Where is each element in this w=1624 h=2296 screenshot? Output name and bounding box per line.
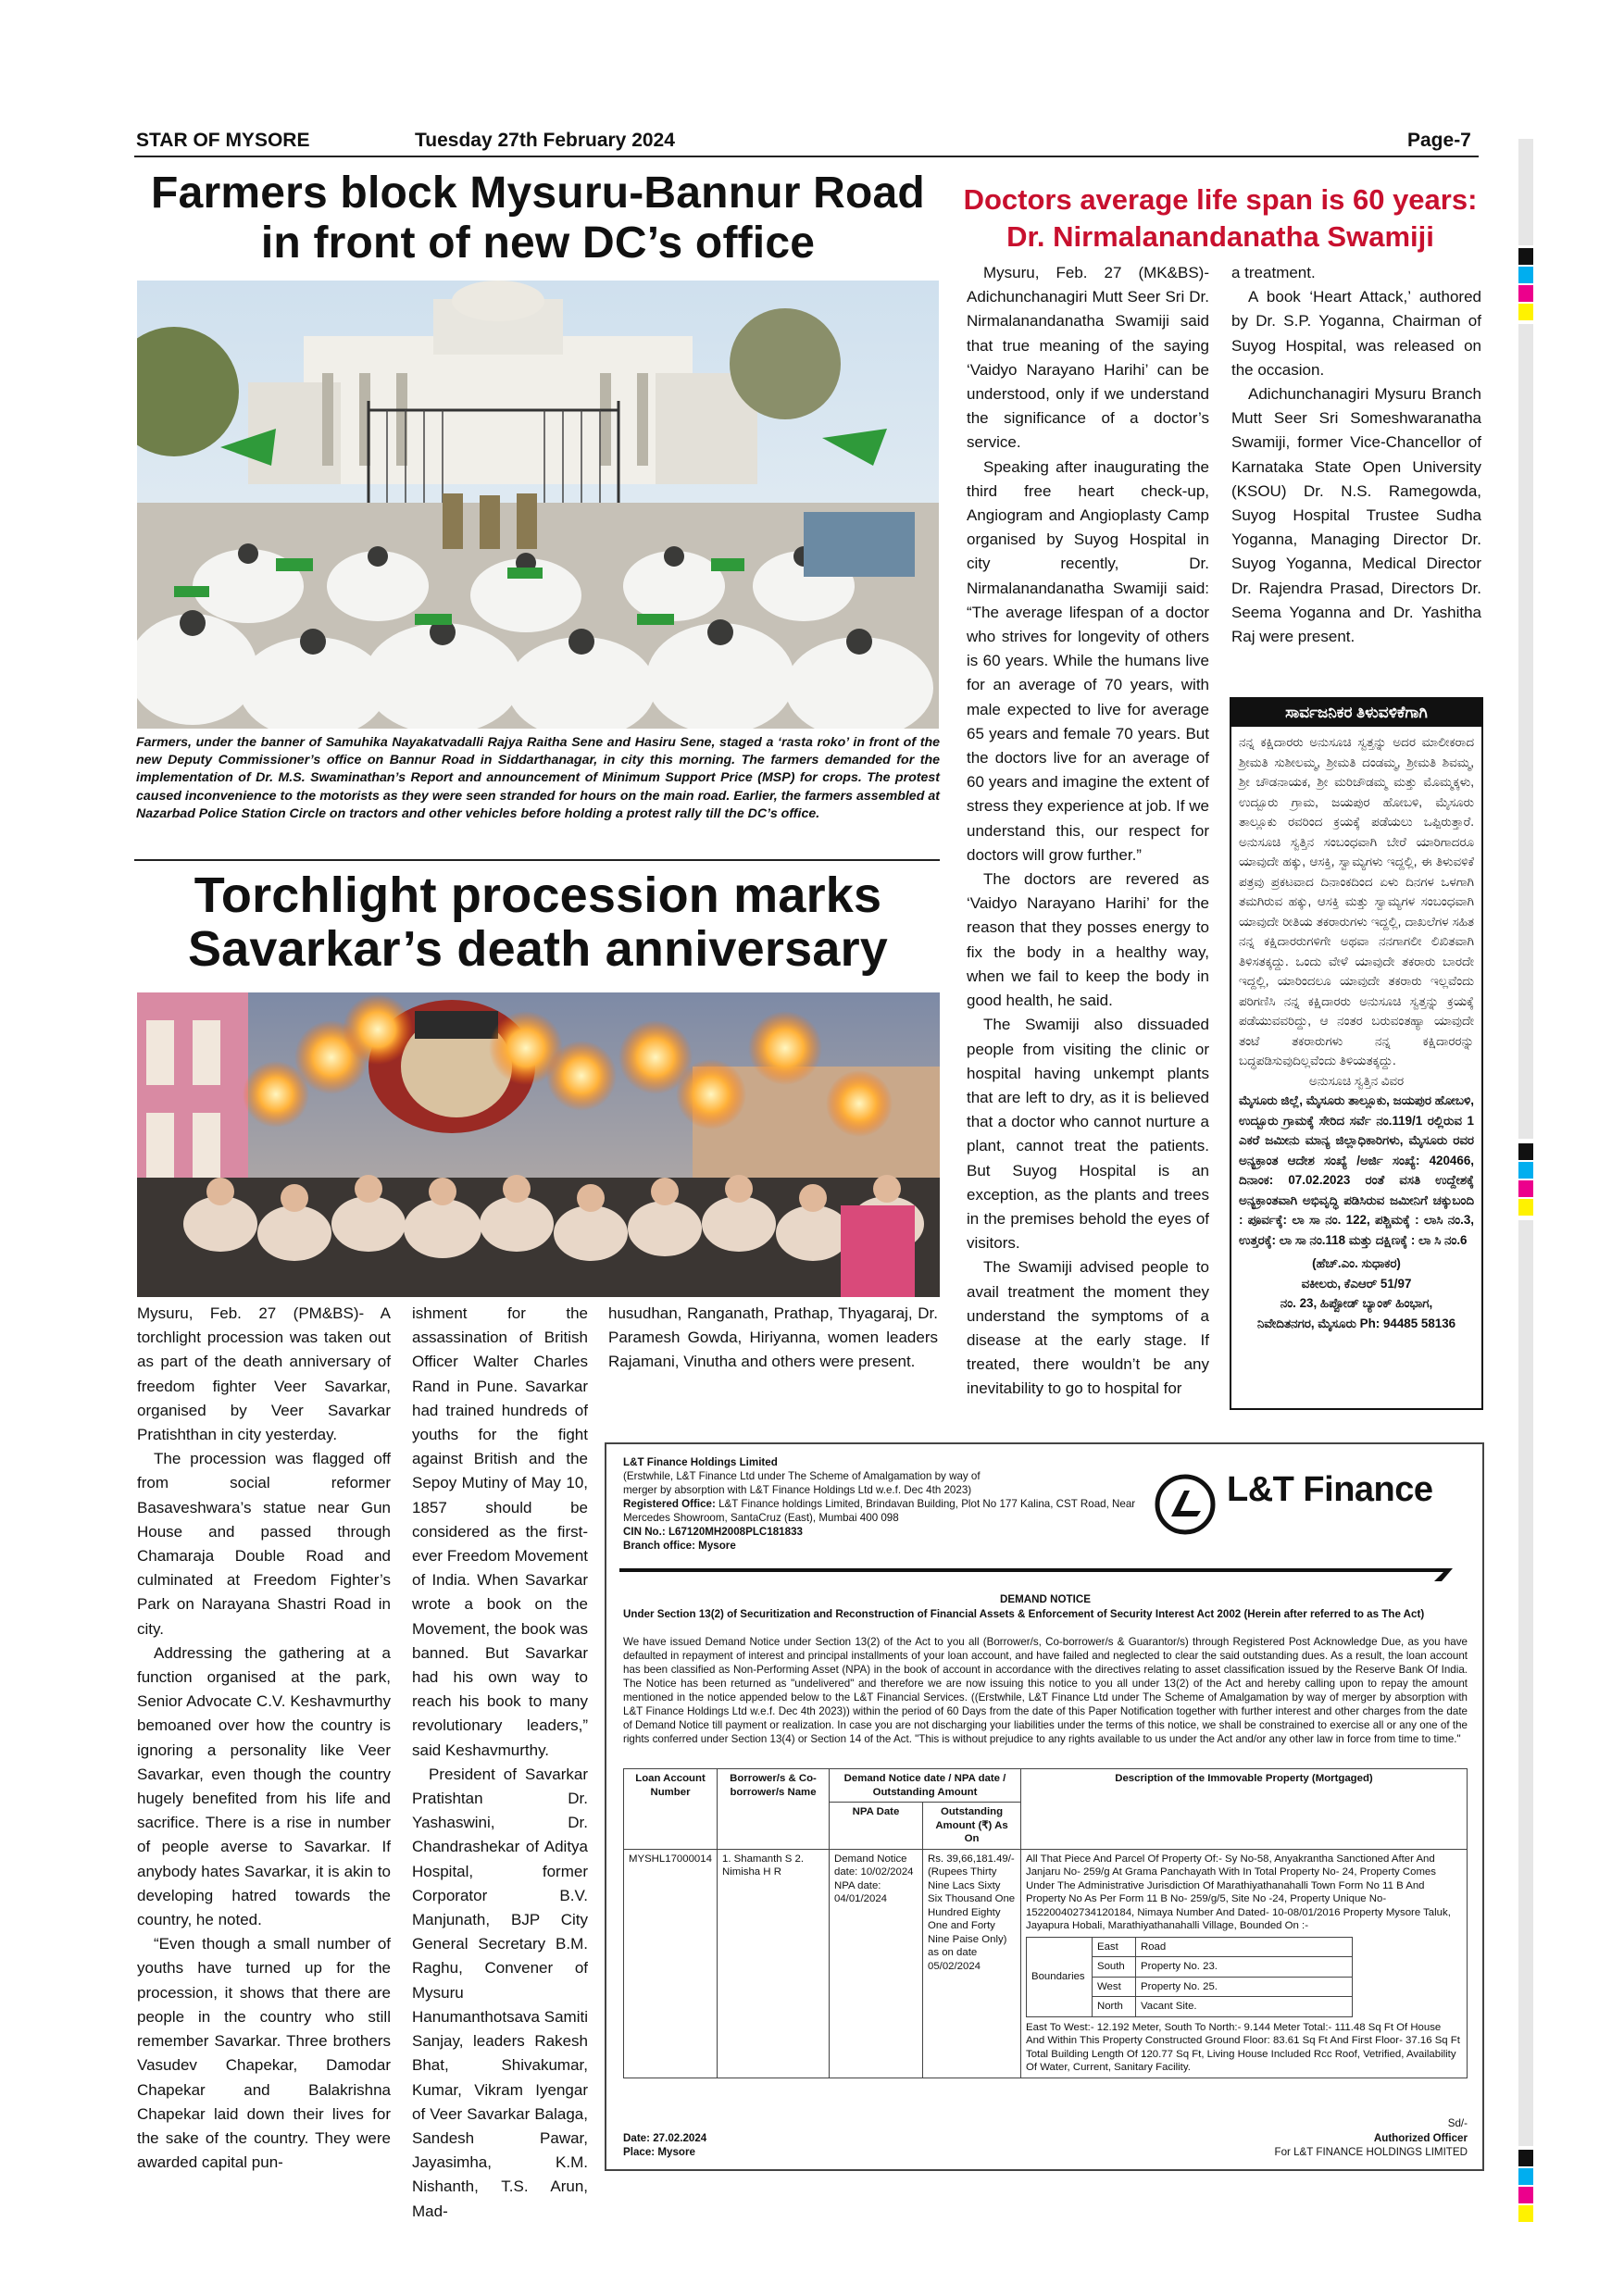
farmers-caption: Farmers, under the banner of Samuhika Nayakatvadalli Rajya Raitha Sene and Hasiru Sene, staged a ‘rasta roko’ in front of the new Deputy Commissioner’s office on Bannur Road in Siddarthanagar, in city this morning. The farmers demanded for the implementation of Dr. M.S. Swaminathan’s Report and announcement of Minimum Support Price (MSP) for crops. The protest caused inconvenience to the motorists as they were seen stranded for hours on the main road. Earlier, the farmers assembled at Nazarbad Police Station Circle on tractors and other vehicles before holding a protest rally till the DC’s office. <box>136 735 940 821</box>
ad-boundary-direction: South <box>1093 1957 1136 1978</box>
kannada-sign-address: ನಂ. 23, ಹಿಪ್ಪೋಡ್ ಬ್ಯಾಂಕ್ ಹಿಂಭಾಗ, <box>1280 1296 1433 1310</box>
torch-paragraph: husudhan, Ranganath, Prathap, Thyagaraj, Dr. Paramesh Gowda, Hiriyanna, women leaders Rajamani, Vinutha and others were present. <box>608 1304 938 1371</box>
torch-photo <box>137 992 940 1297</box>
farmers-headline <box>134 168 942 268</box>
registration-bar-yellow3 <box>1518 2205 1533 2222</box>
doctors-headline-line1: Doctors average life span is 60 years: <box>963 183 1478 216</box>
ad-th-outstanding: Outstanding Amount (₹) As On <box>923 1803 1021 1850</box>
doctors-paragraph: Adichunchanagiri Mysuru Branch Mutt Seer Sri Someshwaranatha Swamiji, former Vice-Chancellor of Karnataka State Open University (KSOU) Dr. N.S. Ramegowda, Suyog Hospital Trustee Sudha Yoganna, Managing Director Dr. Suyog Yoganna, Medical Director Dr. Rajendra Prasad, Directors Dr. Seema Yoganna and Dr. Yashitha Raj were present. <box>1231 385 1481 646</box>
kannada-notice-title: ಸಾರ್ವಜನಿಕರ ತಿಳುವಳಿಕೆಗಾಗಿ <box>1231 699 1481 727</box>
registration-bar-magenta2 <box>1518 1180 1533 1197</box>
ad-place: Place: Mysore <box>623 2146 695 2158</box>
torch-column-3 <box>608 1302 938 1375</box>
registration-bar-magenta <box>1518 285 1533 302</box>
ad-branch: Branch office: Mysore <box>623 1540 736 1552</box>
torch-column-1 <box>137 1302 391 2175</box>
ad-cin: CIN No.: L67120MH2008PLC181833 <box>623 1526 803 1538</box>
kannada-notice-body <box>1231 727 1481 1339</box>
lt-logo-icon <box>1153 1472 1218 1537</box>
page-number: Page-7 <box>1407 130 1471 151</box>
ad-th-loan: Loan Account Number <box>624 1769 718 1850</box>
issue-date: Tuesday 27th February 2024 <box>415 130 675 151</box>
doctors-paragraph: Mysuru, Feb. 27 (MK&BS)- Adichunchanagiri Mutt Seer Sri Dr. Nirmalanandanatha Swamiji said that true meaning of the saying ‘Vaidyo Narayano Harihi’ can be understood, only if we understand the significance of a doctor’s service. <box>967 264 1209 452</box>
farmers-photo-image <box>137 281 939 729</box>
kannada-schedule-text: ಮೈಸೂರು ಜಿಲ್ಲೆ, ಮೈಸೂರು ತಾಲ್ಲೂಕು, ಜಯಪುರ ಹೋಬಳಿ, ಉದ್ಬೂರು ಗ್ರಾಮಕ್ಕೆ ಸೇರಿದ ಸರ್ವೆ ನಂ.119/1 ರಲ್ಲಿರುವ 1 ಎಕರೆ ಜಮೀನು ಮಾನ್ಯ ಜಿಲ್ಲಾಧಿಕಾರಿಗಳು, ಮೈಸೂರು ರವರ ಅನ್ಯಕ್ರಾಂತ ಆದೇಶ ಸಂಖ್ಯೆ /ಅರ್ಜಿ ಸಂಖ್ಯೆ: 420466, ದಿನಾಂಕ: 07.02.2023 ರಂತೆ ವಸತಿ ಉದ್ದೇಶಕ್ಕೆ ಅನ್ಯಕ್ರಾಂತವಾಗಿ ಅಭಿವೃದ್ಧಿ ಪಡಿಸಿರುವ ಜಮೀನಿಗೆ ಚಕ್ಕುಬಂದಿ : ಪೂರ್ವಕ್ಕೆ: ಲಾ ಸಾ ನಂ. 122, ಪಶ್ಚಿಮಕ್ಕೆ : ಲಾಸಿ ನಂ.3, ಉತ್ತರಕ್ಕೆ: ಲಾ ಸಾ ನಂ.118 ಮತ್ತು ದಕ್ಷಿಣಕ್ಕೆ : ಲಾ ಸಿ ನಂ.6 <box>1239 1093 1474 1247</box>
registration-bar-black2 <box>1518 1143 1533 1160</box>
ad-company-name: L&T Finance Holdings Limited <box>623 1456 778 1468</box>
registration-bar-cyan2 <box>1518 1162 1533 1179</box>
lt-logo <box>1153 1472 1468 1537</box>
ad-erstwhile-line1: (Erstwhile, L&T Finance Ltd under The Scheme of Amalgamation by way of <box>623 1470 981 1482</box>
kannada-sign-designation: ವಕೀಲರು, ಕೆಎಆರ್ 51/97 <box>1301 1276 1412 1291</box>
ad-boundary-direction: West <box>1093 1977 1136 1997</box>
ad-authorized-officer: Authorized Officer <box>1373 2132 1468 2144</box>
torch-photo-image <box>137 992 940 1297</box>
torch-paragraph: ishment for the assassination of British Officer Walter Charles Rand in Pune. Savarkar had trained hundreds of youths for the fight against British and the Sepoy Mutiny of May 10, 1857 should be considered as the first-ever Freedom Movement of India. When Savarkar wrote a book on the Movement, the book was banned. But Savarkar had his own way to reach his book to many revolutionary leaders,” said Keshavmurthy. <box>412 1304 588 1759</box>
ad-npa-dates: Demand Notice date: 10/02/2024 NPA date: 04/01/2024 <box>830 1849 923 2078</box>
registration-bar-yellow2 <box>1518 1199 1533 1216</box>
ad-notice-body: We have issued Demand Notice under Section 13(2) of the Act to you all (Borrower/s, Co-borrower/s & Guarantor/s) through Registered Post Acknowledge Due, as you have defaulted in repayment of interest and principal installments of your loan account, and have failed and neglected to clear the said outstanding dues. As a result, the loan account has been classified as Non-Performing Asset (NPA) in the book of account in accordance with the directives relating to asset classification issued by the Reserve Bank Of India. The Notice has been returned as "undelivered" and therefore we are now issuing this notice to you all under 13(2) of the Act and hereby calling upon to repay the amount mentioned in the notice appended below to the L&T Financial Services. ((Erstwhile, L&T Finance Ltd under The Scheme of Amalgamation by way of merger by absorption with L&T Finance Holdings Ltd w.e.f. Dec 4th 2023)) within the period of 60 Days from the date of this Paper Notification together with further interest and other charges from the date of Demand Notice till payment or realization. In case you are not discharging your liabilities under the terms of this notice, we shall be constrained to exercise all or any one of the rights conferred under Section 13(4) or Section 14 of the Act. "This is without prejudice to any rights available to us under the Act and/or any other law in force from time to time." <box>623 1636 1468 1745</box>
torch-headline-line2: Savarkar’s death anniversary <box>187 921 889 977</box>
torch-headline <box>134 868 942 976</box>
registration-bar-black <box>1518 248 1533 265</box>
farmers-headline-line1: Farmers block Mysuru-Bannur Road <box>151 168 925 218</box>
doctors-paragraph: A book ‘Heart Attack,’ authored by Dr. S.P. Yoganna, Chairman of Suyog Hospital, was released on the occasion. <box>1231 288 1481 379</box>
torch-paragraph: The procession was flagged off from social reformer Basaveshwara’s statue near Gun House and passed through Chamaraja Double Road and culminated at Freedom Fighter’s Park on Narayana Shastri Road in city. <box>137 1450 391 1638</box>
torch-headline-line1: Torchlight procession marks <box>194 867 882 923</box>
registration-bar-grey3 <box>1518 1220 1533 2146</box>
paper-name: STAR OF MYSORE <box>136 130 310 151</box>
torch-paragraph: President of Savarkar Pratishtan Dr. Yashaswini, Dr. Chandrashekar of Aditya Hospital, former Corporator B.V. Manjunath, BJP City General Secretary B.M. Raghu, Convener of Mysuru Hanumanthotsava Samiti Sanjay, leaders Rakesh Bhat, Shivakumar, Kumar, Vikram Iyengar of Veer Savarkar Balaga, Sandesh Pawar, Jayasimha, K.M. Nishanth, T.S. Arun, Mad- <box>412 1765 588 2220</box>
ad-boundaries-table <box>1026 1937 1353 2017</box>
registration-bar-grey <box>1518 139 1533 245</box>
registration-bar-cyan <box>1518 267 1533 283</box>
ad-outstanding-amount: Rs. 39,66,181.49/- (Rupees Thirty Nine Lacs Sixty Six Thousand One Hundred Eighty One and Forty Nine Paise Only) as on date 05/02/2024 <box>923 1849 1021 2078</box>
kannada-public-notice <box>1230 697 1483 1410</box>
registration-bar-grey2 <box>1518 324 1533 1139</box>
doctors-headline <box>952 181 1489 256</box>
torch-paragraph: Mysuru, Feb. 27 (PM&BS)- A torchlight procession was taken out as part of the death anniversary of freedom fighter Veer Savarkar, organised by Veer Savarkar Pratishthan in city yesterday. <box>137 1304 391 1444</box>
registration-bar-cyan3 <box>1518 2168 1533 2185</box>
ad-th-demand: Demand Notice date / NPA date / Outstanding Amount <box>830 1769 1021 1803</box>
ad-registered-text: L&T Finance holdings Limited, Brindavan Building, Plot No 177 Kalina, CST Road, Near Mercedes Showroom, SantaCruz (East), Mumbai 400 098 <box>623 1498 1136 1524</box>
doctors-paragraph: a treatment. <box>1231 264 1316 281</box>
registration-bar-yellow <box>1518 304 1533 320</box>
doctors-column-1 <box>967 261 1209 1402</box>
ad-th-borrower: Borrower/s & Co-borrower/s Name <box>718 1769 830 1850</box>
ad-table-row <box>624 1849 1468 2078</box>
ad-divider-swoosh <box>619 1565 1480 1583</box>
ad-th-description: Description of the Immovable Property (Mortgaged) <box>1021 1769 1468 1850</box>
ad-property-text: All That Piece And Parcel Of Property Of:- Sy No-58, Anyakrantha Sanctioned After And Janjaru No- 259/g At Grama Panchayath With In Total Property No- 24, Property Comes Under The Administrative Jurisdiction Of Marathiyathanahalli Town Form No 11 B And Property No As Per Form 11 B No- 259/g/5, Site No -24, Property Unique No- 152200402734120184, Nimaya Number And Dated- 10-08/01/2016 Property Mysore Taluk, Jayapura Hobali, Marathiyathanahalli Village, Bounded On :- <box>1026 1853 1451 1931</box>
torch-paragraph: “Even though a small number of youths have turned up for the procession, it shows that there are people in the country who still remember Savarkar. Three brothers Vasudev Chapekar, Damodar Chapekar and Balakrishna Chapekar laid down their lives for the sake of the country. They were awarded capital pun- <box>137 1935 391 2172</box>
ad-th-npa: NPA Date <box>830 1803 923 1850</box>
torch-paragraph: Addressing the gathering at a function organised at the park, Senior Advocate C.V. Keshavmurthy bemoaned over how the country is ignoring a personality like Veer Savarkar, even though the country hugely benefited from his life and sacrifice. There is a rise in number of people averse to Savarkar. If anybody hates Savarkar, it is akin to developing hatred towards the country, he noted. <box>137 1643 391 1929</box>
ad-boundary-value: Property No. 23. <box>1136 1957 1353 1978</box>
torch-column-2 <box>412 1302 588 2224</box>
ad-table-wrap <box>623 1768 1468 2078</box>
ad-for-company: For L&T FINANCE HOLDINGS LIMITED <box>1274 2146 1468 2158</box>
kannada-schedule-title: ಅನುಸೂಚಿ ಸ್ವತ್ತಿನ ವಿವರ <box>1308 1073 1405 1088</box>
kannada-sign-name: (ಹೆಚ್.ಎಂ. ಸುಧಾಕರ) <box>1312 1256 1401 1270</box>
ad-property-measurements: East To West:- 12.192 Meter, South To North:- 9.144 Meter Total:- 111.48 Sq Ft Of House And Within This Property Constructed Ground Floor: 83.61 Sq Ft And First Floor- 37.16 Sq Ft Total Building Length Of 120.77 Sq Ft, Living House Included Rcc Roof, Vetrified, Availability Of Water, Current, Sanitary Facility. <box>1026 2021 1460 2073</box>
ad-demand-table <box>623 1768 1468 2078</box>
ad-boundary-value: Vacant Site. <box>1136 1997 1353 2017</box>
lt-finance-demand-notice-ad <box>605 1442 1484 2171</box>
registration-bar-magenta3 <box>1518 2187 1533 2203</box>
doctors-paragraph: The doctors are revered as ‘Vaidyo Narayano Harihi’ for the reason that they posses energy to fix the body in a healthy way, when we fail to keep the body in good health, he said. <box>967 870 1209 1010</box>
doctors-paragraph: The Swamiji advised people to avail treatment the moment they understand the symptoms of a disease at the early stage. If treated, there wouldn’t be any inevitability to go to hospital for <box>967 1258 1209 1398</box>
ad-erstwhile-line2: merger by absorption with L&T Finance Holdings Ltd w.e.f. Dec 4th 2023) <box>623 1484 972 1496</box>
doctors-paragraph: The Swamiji also dissuaded people from visiting the clinic or hospital having unkempt plants that are left to dry, as it is believed that a doctor who cannot nurture a plant, cannot treat the patients. But Suyog Hospital is an exception, as the plants and trees in the premises behold the eyes of visitors. <box>967 1016 1209 1253</box>
ad-notice-subtitle: Under Section 13(2) of Securitization and Reconstruction of Financial Assets & Enforcement of Security Interest Act 2002 (Herein after referred to as The Act) <box>623 1608 1425 1620</box>
kannada-notice-text: ನನ್ನ ಕಕ್ಷಿದಾರರು ಅನುಸೂಚಿ ಸ್ವತ್ತನ್ನು ಅದರ ಮಾಲೀಕರಾದ ಶ್ರೀಮತಿ ಸುಶೀಲಮ್ಮ, ಶ್ರೀಮತಿ ದಂಡಮ್ಮ, ಶ್ರೀಮತಿ ಶಿವಮ್ಮ, ಶ್ರೀ ಚೌಡನಾಯಕ, ಶ್ರೀ ಮರಿಚೌಡಮ್ಮ ಮತ್ತು ಮೊಮ್ಮಕ್ಕಳು, ಉದ್ಬೂರು ಗ್ರಾಮ, ಜಯಪುರ ಹೋಬಳಿ, ಮೈಸೂರು ತಾಲ್ಲೂಕು ರವರಿಂದ ಕ್ರಯಕ್ಕೆ ಪಡೆಯಲು ಒಪ್ಪಿರುತ್ತಾರೆ. ಅನುಸೂಚಿ ಸ್ವತ್ತಿನ ಸಂಬಂಧವಾಗಿ ಬೇರೆ ಯಾರಿಗಾದರೂ ಯಾವುದೇ ಹಕ್ಕು, ಆಸಕ್ತಿ, ಸ್ವಾಮ್ಯಗಳು ಇದ್ದಲ್ಲಿ, ಈ ತಿಳುವಳಿಕೆ ಪತ್ರವು ಪ್ರಕಟವಾದ ದಿನಾಂಕದಿಂದ ಏಳು ದಿನಗಳ ಒಳಗಾಗಿ ತಮಗಿರುವ ಹಕ್ಕು, ಆಸಕ್ತಿ ಮತ್ತು ಸ್ವಾಮ್ಯಗಳ ಸಂಬಂಧವಾಗಿ ಯಾವುದೇ ರೀತಿಯ ತಕರಾರುಗಳು ಇದ್ದಲ್ಲಿ, ದಾಖಲೆಗಳ ಸಹಿತ ನನ್ನ ಕಕ್ಷಿದಾರರುಗಳಿಗೇ ಅಥವಾ ನನಗಾಗಲೀ ಲಿಖಿತವಾಗಿ ತಿಳಿಸತಕ್ಕದ್ದು. ಒಂದು ವೇಳೆ ಯಾವುದೇ ತಕರಾರು ಬಾರದೇ ಇದ್ದಲ್ಲಿ, ಯಾರಿಂದಲೂ ಯಾವುದೇ ತಕರಾರು ಇಲ್ಲವೆಂದು ಪರಿಗಣಿಸಿ ನನ್ನ ಕಕ್ಷಿದಾರರು ಅನುಸೂಚಿ ಸ್ವತ್ತನ್ನು ಕ್ರಯಕ್ಕೆ ಪಡೆಯುವವರಿದ್ದು, ಆ ನಂತರ ಬರುವಂತಹ್ಯಾ ಯಾವುದೇ ತಂಟೆ ತಕರಾರುಗಳು ನನ್ನ ಕಕ್ಷಿದಾರರನ್ನು ಬದ್ಧಪಡಿಸುವುದಿಲ್ಲವೆಂದು ತಿಳಿಯತಕ್ಕದ್ದು. <box>1239 735 1474 1067</box>
ad-boundary-value: Road <box>1136 1937 1353 1957</box>
ad-loan-number: MYSHL17000014 <box>624 1849 718 2078</box>
ad-boundary-direction: East <box>1093 1937 1136 1957</box>
ad-company-block <box>623 1455 1142 1553</box>
lt-logo-text: L&T Finance <box>1227 1470 1433 1509</box>
ad-boundaries-label: Boundaries <box>1027 1937 1093 2016</box>
ad-property-description <box>1021 1849 1468 2078</box>
registration-bar-black3 <box>1518 2150 1533 2166</box>
doctors-column-2 <box>1231 261 1481 649</box>
ad-borrowers: 1. Shamanth S 2. Nimisha H R <box>718 1849 830 2078</box>
doctors-paragraph: Speaking after inaugurating the third free heart check-up, Angiogram and Angioplasty Camp organised by Suyog Hospital in city recently, Dr. Nirmalanandanatha Swamiji said: “The average lifespan of a doctor who strives for longevity of others is 60 years. While the humans live for an average of 70 years, with male expected to live for average 65 years and female 70 years. But the doctors live for an average of 60 years and imagine the extent of stress they experience at job. If we understand this, our respect for doctors will grow further.” <box>967 457 1209 864</box>
ad-signature-mark: Sd/- <box>1447 2117 1468 2129</box>
farmers-rule <box>134 859 940 861</box>
ad-boundary-direction: North <box>1093 1997 1136 2017</box>
farmers-photo <box>137 281 939 729</box>
kannada-sign-phone: ನಿವೇದಿತನಗರ, ಮೈಸೂರು Ph: 94485 58136 <box>1256 1316 1456 1330</box>
doctors-headline-line2: Dr. Nirmalanandanatha Swamiji <box>1006 220 1434 253</box>
farmers-headline-line2: in front of new DC’s office <box>260 218 816 268</box>
ad-date: Date: 27.02.2024 <box>623 2132 707 2144</box>
ad-boundary-value: Property No. 25. <box>1136 1977 1353 1997</box>
header-rule <box>134 156 1479 157</box>
ad-registered-label: Registered Office: <box>623 1498 716 1510</box>
ad-notice-title: DEMAND NOTICE <box>1000 1593 1091 1605</box>
